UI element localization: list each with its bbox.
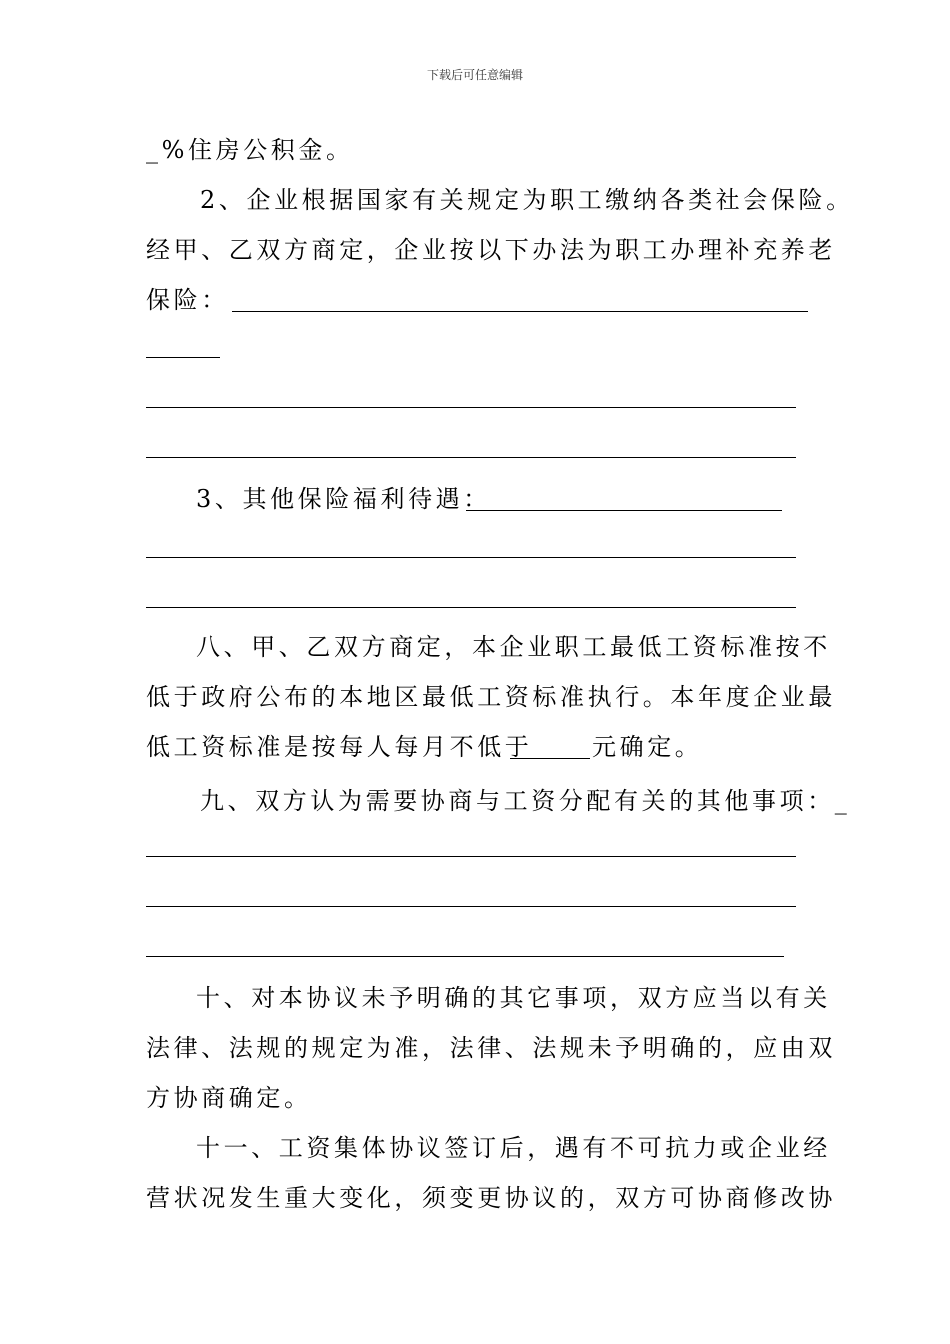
- text-line: 十、对本协议未予明确的其它事项，双方应当以有关: [196, 984, 831, 1012]
- text-line: 营状况发生重大变化，须变更协议的，双方可协商修改协: [146, 1184, 836, 1212]
- text-line: 法律、法规的规定为准，法律、法规未予明确的，应由双: [146, 1034, 836, 1062]
- text-line: 八、甲、乙双方商定，本企业职工最低工资标准按不: [196, 633, 831, 661]
- text-line: 低于政府公布的本地区最低工资标准执行。本年度企业最: [146, 683, 836, 711]
- text-line: 方协商确定。: [146, 1084, 312, 1112]
- text-line: 九、双方认为需要协商与工资分配有关的其他事项：_: [200, 787, 851, 815]
- fill-blank-line: [146, 607, 796, 608]
- fill-blank-line: [146, 557, 796, 558]
- text-line: 元确定。: [592, 733, 703, 761]
- fill-blank-line: [146, 457, 796, 458]
- text-line: 3、其他保险福利待遇：: [196, 485, 491, 513]
- fill-blank-line: [466, 510, 782, 511]
- page-header-watermark: 下载后可任意编辑: [426, 68, 523, 82]
- fill-blank-line: [510, 758, 590, 759]
- text-line: 2、企业根据国家有关规定为职工缴纳各类社会保险。: [200, 186, 854, 214]
- text-line: _%住房公积金。: [146, 136, 354, 164]
- fill-blank-line: [146, 906, 796, 907]
- text-line: 十一、工资集体协议签订后，遇有不可抗力或企业经: [196, 1134, 831, 1162]
- text-line: 保险：: [146, 286, 229, 314]
- fill-blank-line: [146, 856, 796, 857]
- fill-blank-line: [146, 407, 796, 408]
- fill-blank-line: [232, 311, 808, 312]
- text-line: 低工资标准是按每人每月不低于: [146, 733, 533, 761]
- fill-blank-line: [146, 956, 784, 957]
- text-line: 经甲、乙双方商定，企业按以下办法为职工办理补充养老: [146, 236, 836, 264]
- fill-blank-line: [146, 357, 220, 358]
